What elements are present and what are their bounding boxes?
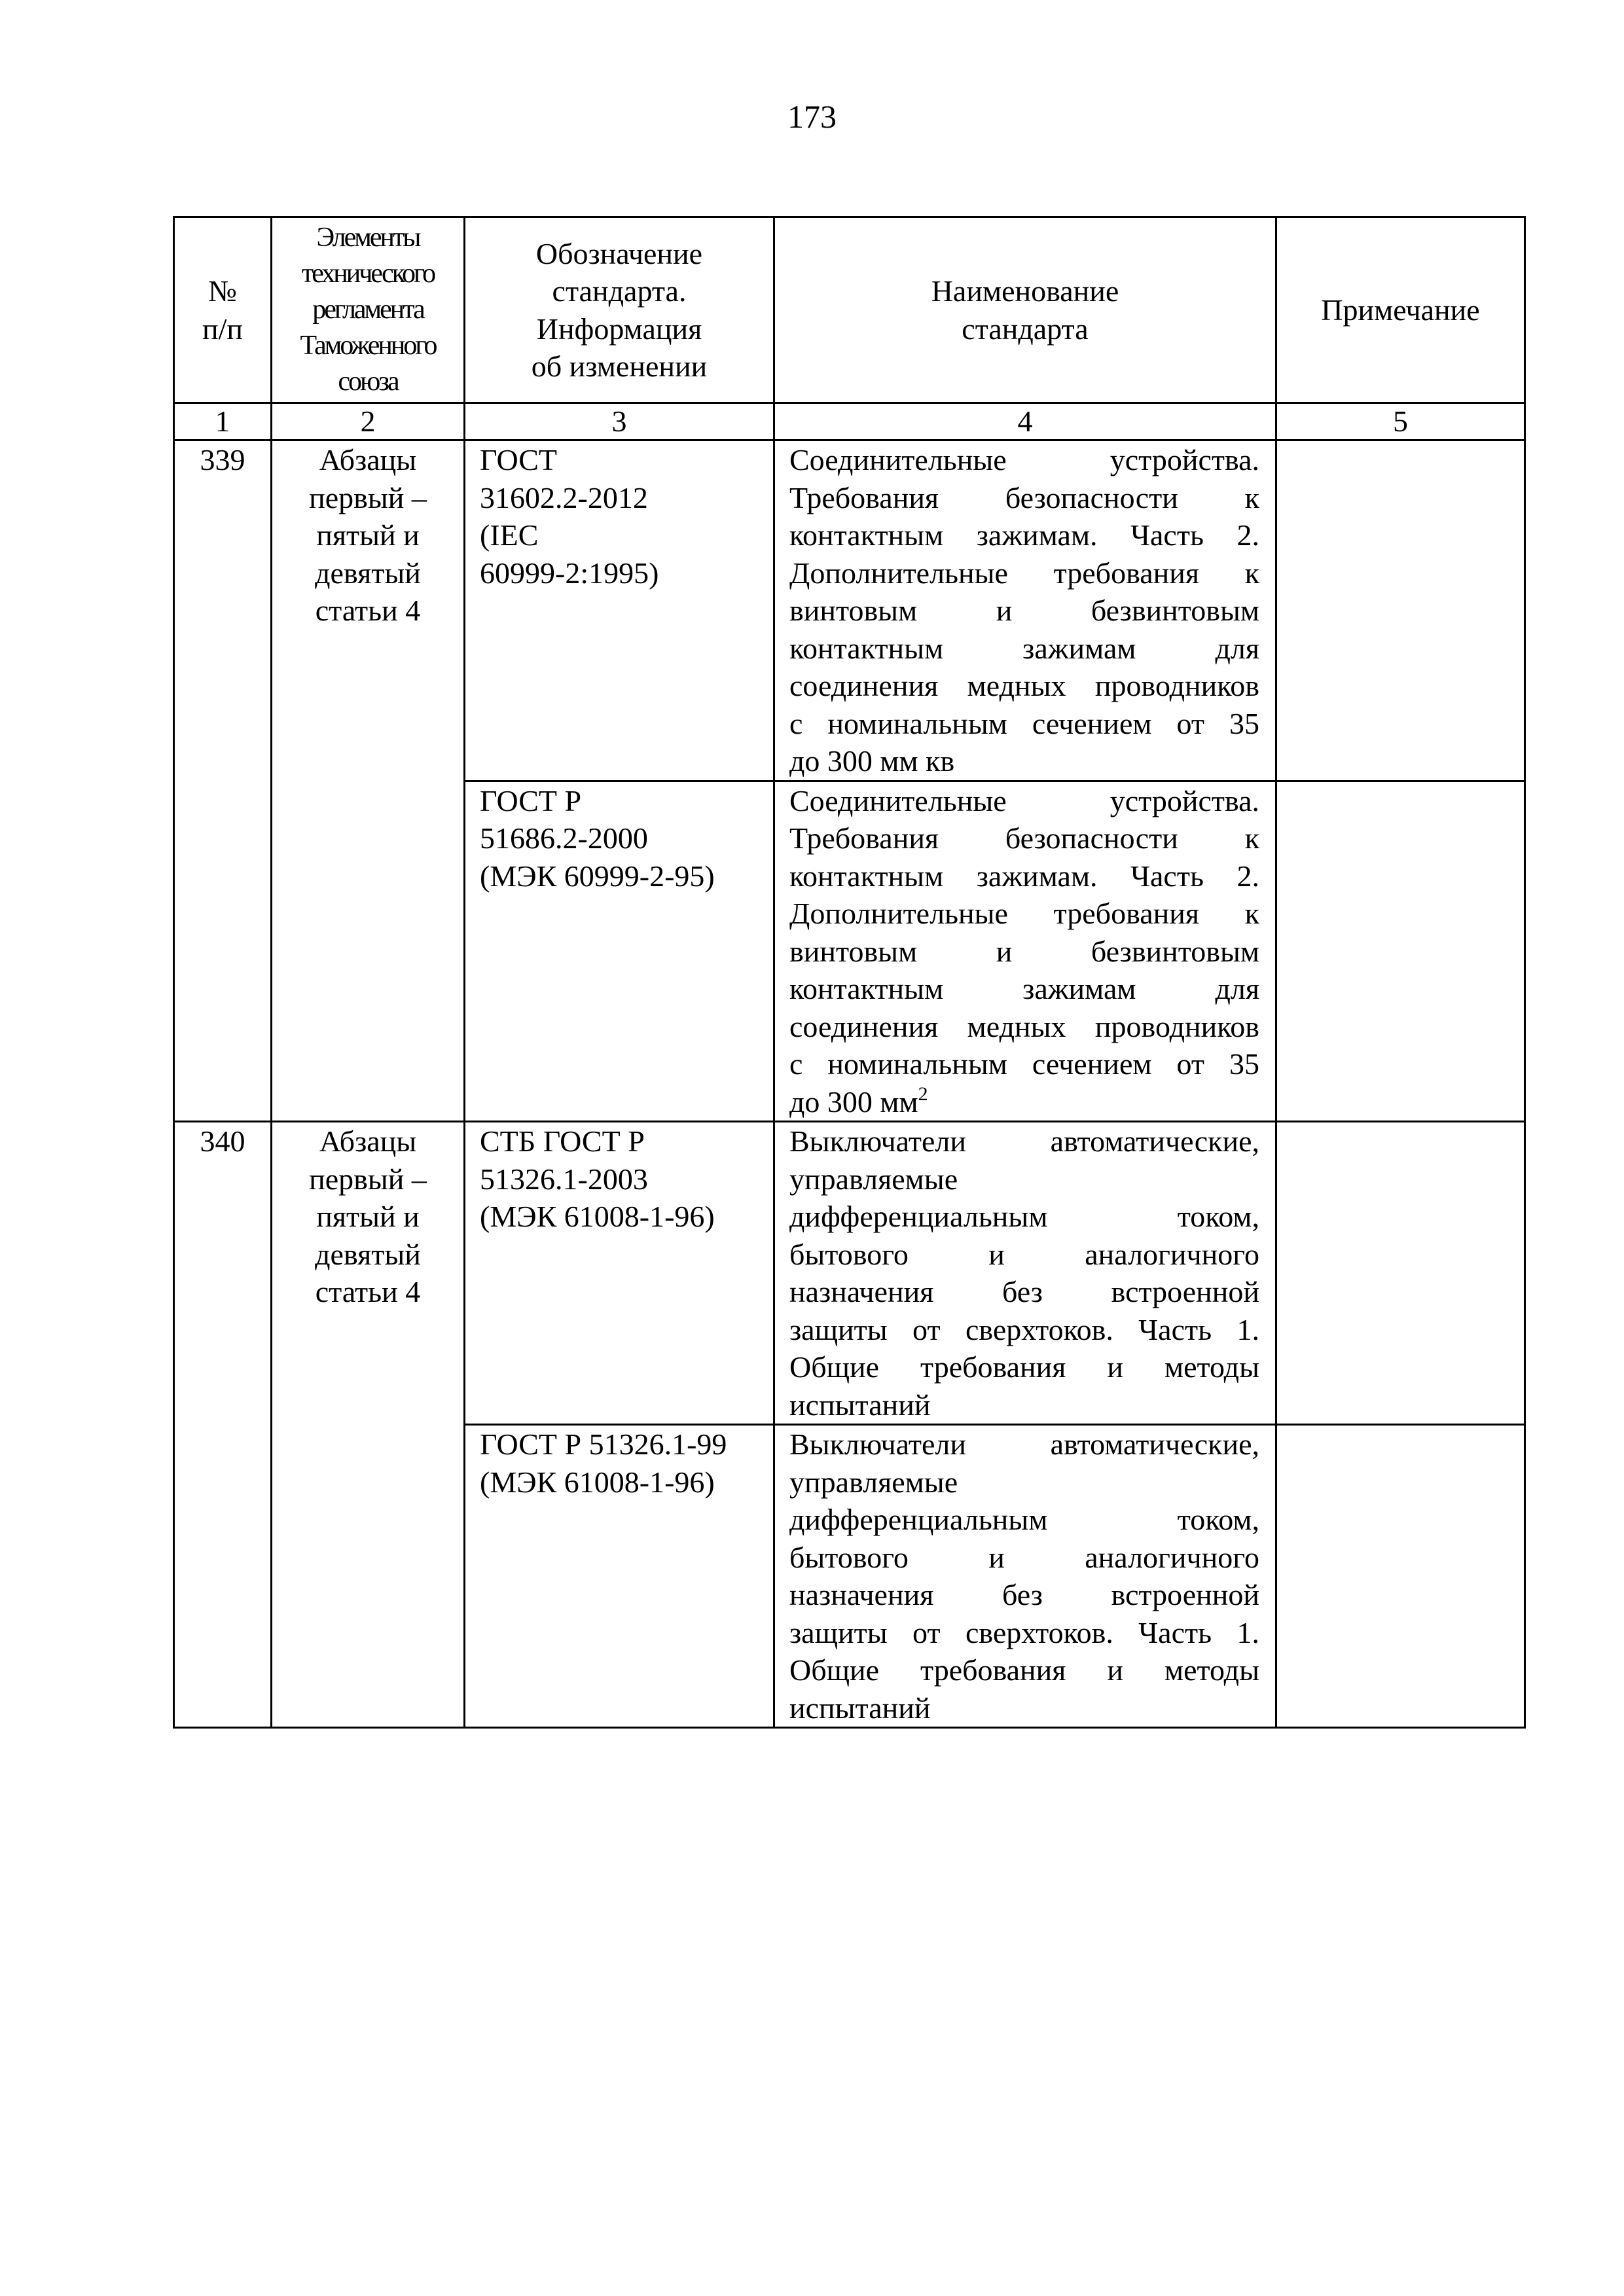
- row-elements: [272, 440, 465, 1122]
- elements-line: пятый и: [316, 518, 420, 552]
- code-line: ГОСТ Р 51326.1-99: [480, 1427, 727, 1461]
- standard-name: [774, 1425, 1276, 1728]
- code-line: 60999-2:1995): [480, 556, 659, 590]
- name-line: Выключатели автоматические,: [789, 1427, 1259, 1461]
- header-designation-line: стандарта.: [552, 274, 687, 308]
- column-number: 2: [272, 403, 465, 440]
- name-line: [789, 1083, 1259, 1121]
- header-elements-line: регламента: [312, 295, 424, 325]
- name-line: бытового и аналогичного: [789, 1540, 1259, 1574]
- name-line: дифференциальным током,: [789, 1503, 1259, 1536]
- name-line: контактным зажимам для: [789, 972, 1259, 1005]
- code-line: 31602.2-2012: [480, 480, 648, 514]
- header-designation-line: об изменении: [531, 350, 708, 383]
- name-line: Дополнительные требования к: [789, 897, 1259, 930]
- name-line: с номинальным сечением от 35: [789, 706, 1259, 740]
- header-designation-line: Обозначение: [535, 236, 703, 270]
- name-line: Выключатели автоматические,: [789, 1124, 1259, 1158]
- name-line: назначения без встроенной: [789, 1275, 1259, 1308]
- name-line: защиты от сверхтоков. Часть 1.: [789, 1615, 1259, 1649]
- elements-line: статьи 4: [315, 1275, 421, 1308]
- header-name-line: стандарта: [962, 312, 1089, 346]
- column-number: 1: [174, 403, 272, 440]
- header-elements-line: союза: [338, 367, 398, 397]
- standard-code: [465, 781, 774, 1122]
- header-name: [774, 217, 1276, 403]
- standard-code: [465, 440, 774, 781]
- name-line: Требования безопасности к: [789, 821, 1259, 855]
- name-line: назначения без встроенной: [789, 1578, 1259, 1611]
- elements-line: пятый и: [316, 1200, 420, 1233]
- name-line: дифференциальным током,: [789, 1200, 1259, 1233]
- code-line: (МЭК 61008-1-96): [480, 1465, 715, 1499]
- name-line: управляемые: [789, 1162, 958, 1196]
- code-line: ГОСТ Р: [480, 783, 582, 817]
- code-line: (IEC: [480, 518, 539, 552]
- code-line: СТБ ГОСТ Р: [480, 1124, 645, 1158]
- standard-name: [774, 440, 1276, 781]
- header-designation: [465, 217, 774, 403]
- column-number: 5: [1276, 403, 1525, 440]
- elements-line: Абзацы: [319, 1124, 417, 1158]
- name-line: испытаний: [789, 1388, 931, 1422]
- code-line: ГОСТ: [480, 443, 558, 476]
- standard-name: [774, 781, 1276, 1122]
- standard-code: [465, 1122, 774, 1425]
- code-line: 51326.1-2003: [480, 1162, 648, 1196]
- table-row: [174, 1122, 1525, 1425]
- name-line: бытового и аналогичного: [789, 1237, 1259, 1271]
- row-number: 339: [174, 440, 272, 1122]
- name-line: винтовым и безвинтовым: [789, 934, 1259, 968]
- name-line: соединения медных проводников: [789, 669, 1259, 702]
- standard-note: [1276, 1122, 1525, 1425]
- row-elements: [272, 1122, 465, 1728]
- elements-line: статьи 4: [315, 594, 421, 627]
- table-row: [174, 440, 1525, 781]
- name-line: контактным зажимам. Часть 2.: [789, 518, 1259, 552]
- elements-line: Абзацы: [319, 443, 417, 476]
- name-line: Требования безопасности к: [789, 480, 1259, 514]
- column-number: 3: [465, 403, 774, 440]
- name-line: до 300 мм кв: [789, 744, 955, 778]
- standard-note: [1276, 440, 1525, 781]
- name-line: с номинальным сечением от 35: [789, 1047, 1259, 1081]
- standards-table: [173, 216, 1526, 1729]
- name-line: контактным зажимам для: [789, 631, 1259, 665]
- name-line: управляемые: [789, 1465, 958, 1499]
- code-line: 51686.2-2000: [480, 821, 648, 855]
- code-line: (МЭК 60999-2-95): [480, 859, 715, 893]
- column-number-row: [174, 403, 1525, 440]
- name-last-text: до 300 мм: [789, 1085, 918, 1119]
- header-number-line: №: [208, 274, 237, 308]
- superscript: 2: [918, 1083, 928, 1105]
- header-number: [174, 217, 272, 403]
- header-designation-line: Информация: [536, 312, 702, 346]
- standard-note: [1276, 781, 1525, 1122]
- header-note-line: Примечание: [1321, 293, 1480, 327]
- name-line: испытаний: [789, 1691, 931, 1725]
- name-line: защиты от сверхтоков. Часть 1.: [789, 1312, 1259, 1346]
- header-elements-line: технического: [301, 259, 435, 289]
- header-note: [1276, 217, 1525, 403]
- standard-note: [1276, 1425, 1525, 1728]
- standard-name: [774, 1122, 1276, 1425]
- column-number: 4: [774, 403, 1276, 440]
- name-line: Общие требования и методы: [789, 1350, 1259, 1384]
- standard-code: [465, 1425, 774, 1728]
- header-number-line: п/п: [202, 312, 243, 346]
- elements-line: девятый: [315, 1237, 421, 1271]
- name-line: Дополнительные требования к: [789, 556, 1259, 590]
- name-line: соединения медных проводников: [789, 1009, 1259, 1043]
- header-name-line: Наименование: [931, 274, 1119, 308]
- name-line: Общие требования и методы: [789, 1653, 1259, 1687]
- code-line: (МЭК 61008-1-96): [480, 1200, 715, 1233]
- elements-line: первый –: [309, 480, 427, 514]
- name-line: винтовым и безвинтовым: [789, 594, 1259, 627]
- elements-line: девятый: [315, 556, 421, 590]
- row-number: 340: [174, 1122, 272, 1728]
- elements-line: первый –: [309, 1162, 427, 1196]
- name-line: Соединительные устройства.: [789, 783, 1259, 817]
- name-line: Соединительные устройства.: [789, 443, 1259, 476]
- page-number: 173: [787, 98, 837, 135]
- table-header-row: [174, 217, 1525, 403]
- name-line: контактным зажимам. Часть 2.: [789, 859, 1259, 893]
- header-elements-line: Таможенного: [300, 331, 436, 361]
- header-elements-line: Элементы: [316, 223, 420, 253]
- header-elements: [272, 217, 465, 403]
